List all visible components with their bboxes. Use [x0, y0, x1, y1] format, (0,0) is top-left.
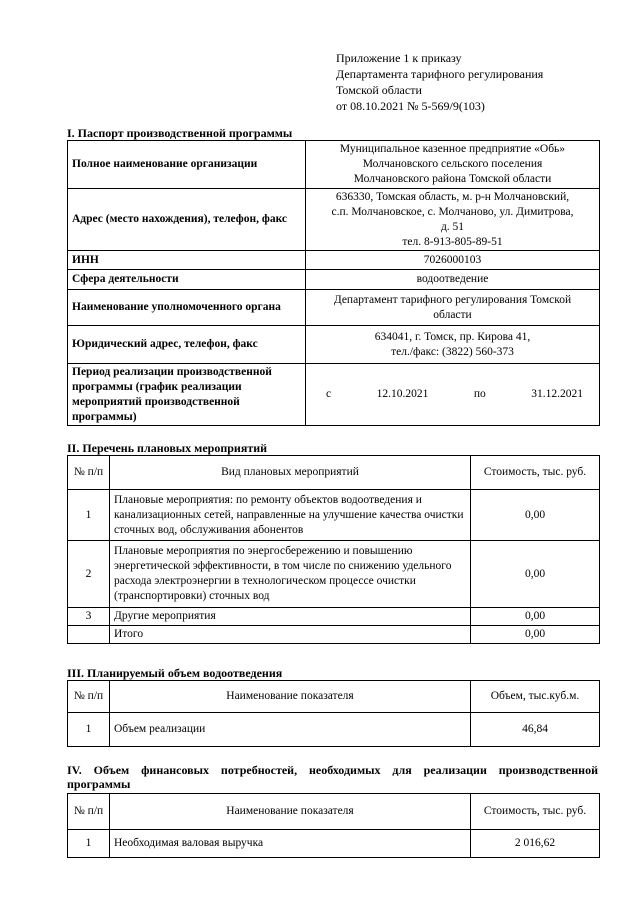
- period-from-date: 12.10.2021: [376, 388, 429, 400]
- passport-table: [67, 140, 600, 426]
- appendix-line: Департамента тарифного регулирования: [336, 67, 544, 81]
- row-name: Необходимая валовая выручка: [110, 830, 471, 858]
- section-1-title: I. Паспорт производственной программы: [67, 126, 293, 140]
- col-header-num: № п/п: [68, 794, 110, 830]
- row-num: 2: [68, 541, 110, 608]
- appendix-line: Томской области: [336, 83, 422, 97]
- row-name: Плановые мероприятия по энергосбережению и повышению энергетической эффективности, в том числе по снижению удельного расхода электроэнергии в технологическом процессе очистки (транспортировки) сточных вод: [110, 541, 471, 608]
- section-4-title: [67, 763, 598, 791]
- row-num: 1: [68, 713, 110, 747]
- passport-label: Адрес (место нахождения), телефон, факс: [68, 189, 306, 251]
- table-row-total: [68, 626, 600, 644]
- appendix-line: от 08.10.2021 № 5-569/9(103): [336, 99, 485, 113]
- col-header-num: № п/п: [68, 681, 110, 713]
- table-row: [68, 189, 600, 251]
- row-cost: 0,00: [471, 490, 600, 541]
- finance-table: [67, 793, 600, 858]
- value-line: Молчановского района Томской области: [353, 173, 552, 185]
- row-num: [68, 626, 110, 644]
- section-4-title-line2: программы: [67, 777, 131, 791]
- row-cost: 0,00: [471, 541, 600, 608]
- period-to-word: по: [473, 388, 486, 400]
- row-value: 2 016,62: [471, 830, 600, 858]
- col-header-value: Стоимость, тыс. руб.: [471, 794, 600, 830]
- row-name: Плановые мероприятия: по ремонту объектов водоотведения и канализационных сетей, направленные на улучшение качества очистки сточных вод, обслуживания абонентов: [110, 490, 471, 541]
- value-line: Департамент тарифного регулирования Томской: [333, 293, 572, 306]
- period-value: [306, 364, 600, 426]
- table-row: [68, 713, 600, 747]
- value-line: тел. 8-913-805-89-51: [402, 235, 503, 248]
- row-num: 1: [68, 490, 110, 541]
- volume-table: [67, 680, 600, 747]
- period-to-date: 31.12.2021: [531, 388, 583, 400]
- row-cost: 0,00: [471, 608, 600, 626]
- table-row: [68, 541, 600, 608]
- value-line: области: [433, 308, 472, 321]
- period-label: Период реализации производственной программы (график реализации мероприятий производственной программы): [68, 364, 306, 426]
- table-row: [68, 251, 600, 270]
- passport-label: Наименование уполномоченного органа: [68, 290, 306, 326]
- table-row: [68, 364, 600, 426]
- col-header-cost: Стоимость, тыс. руб.: [471, 456, 600, 490]
- value-line: 634041, г. Томск, пр. Кирова 41,: [374, 330, 531, 343]
- passport-value: [306, 141, 600, 189]
- row-name: Другие мероприятия: [110, 608, 471, 626]
- col-header-type: Вид плановых мероприятий: [110, 456, 471, 490]
- section-3-title: III. Планируемый объем водоотведения: [67, 666, 283, 680]
- table-row: [68, 270, 600, 290]
- passport-value: [306, 290, 600, 326]
- row-num: 3: [68, 608, 110, 626]
- table-row: [68, 141, 600, 189]
- table-row: [68, 830, 600, 858]
- section-4-title-line1: IV. Объем финансовых потребностей, необходимых для реализации производственной: [67, 763, 598, 777]
- row-cost: 0,00: [471, 626, 600, 644]
- passport-value: [306, 189, 600, 251]
- row-name: Итого: [110, 626, 471, 644]
- appendix-header: [336, 50, 626, 114]
- value-line: с.п. Молчановское, с. Молчаново, ул. Димитрова,: [331, 205, 574, 218]
- col-header-num: № п/п: [68, 456, 110, 490]
- table-row: [68, 290, 600, 326]
- row-value: 46,84: [471, 713, 600, 747]
- row-name: Объем реализации: [110, 713, 471, 747]
- table-header-row: [68, 456, 600, 490]
- col-header-value: Объем, тыс.куб.м.: [471, 681, 600, 713]
- value-line: д. 51: [440, 220, 465, 233]
- passport-value: водоотведение: [306, 270, 600, 290]
- appendix-line: Приложение 1 к приказу: [336, 51, 462, 65]
- value-line: Муниципальное казенное предприятие «Обь»: [339, 143, 566, 155]
- passport-value: [306, 326, 600, 364]
- table-row: [68, 608, 600, 626]
- value-line: Молчановского сельского поселения: [362, 158, 543, 170]
- passport-label: ИНН: [68, 251, 306, 270]
- passport-label: Юридический адрес, телефон, факс: [68, 326, 306, 364]
- value-line: тел./факс: (3822) 560-373: [391, 345, 514, 358]
- table-header-row: [68, 794, 600, 830]
- value-line: 636330, Томская область, м. р-н Молчановский,: [335, 190, 570, 203]
- table-header-row: [68, 681, 600, 713]
- passport-label: Сфера деятельности: [68, 270, 306, 290]
- table-row: [68, 326, 600, 364]
- row-num: 1: [68, 830, 110, 858]
- table-row: [68, 490, 600, 541]
- col-header-name: Наименование показателя: [110, 794, 471, 830]
- col-header-name: Наименование показателя: [110, 681, 471, 713]
- period-from-word: с: [326, 388, 332, 400]
- passport-label: Полное наименование организации: [68, 141, 306, 189]
- passport-value: 7026000103: [306, 251, 600, 270]
- measures-table: [67, 455, 600, 644]
- section-2-title: II. Перечень плановых мероприятий: [67, 441, 268, 455]
